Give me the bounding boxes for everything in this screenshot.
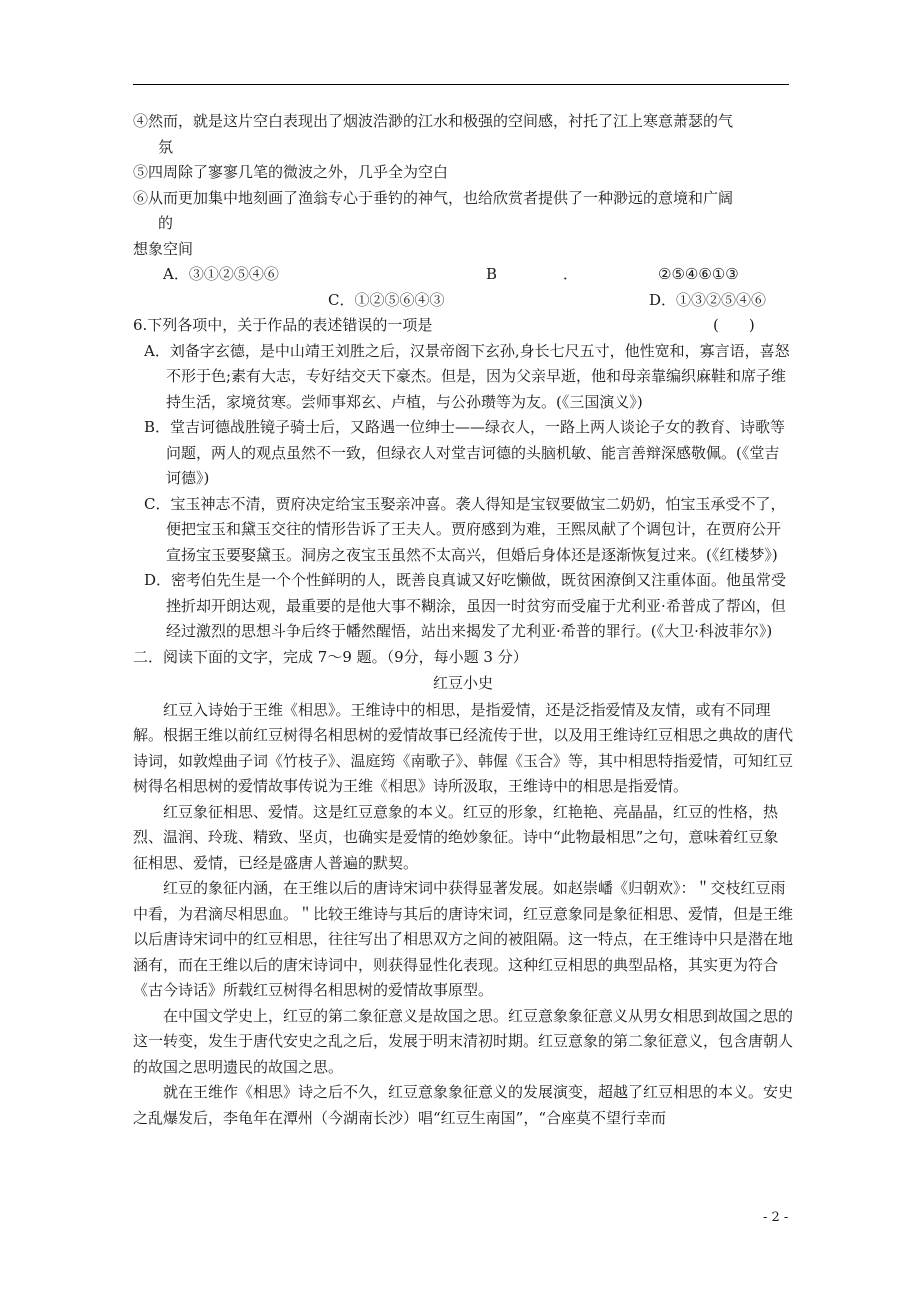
q5-option-c: C．①②⑤⑥④③: [328, 290, 445, 309]
passage-paragraph: 红豆象征相思、爱情。这是红豆意象的本义。红豆的形象，红艳艳、亮晶晶，红豆的性格，热烈、温润、玲珑、精致、坚贞，也确实是爱情的绝妙象征。诗中“此物最相思”之句，意味着红豆象征相思、爱情，已经是盛唐人普遍的默契。: [133, 802, 779, 872]
q5-option-d: D．①③②⑤④⑥: [649, 290, 767, 309]
passage-paragraph: 就在王维作《相思》诗之后不久，红豆意象象征意义的发展演变，超越了红豆相思的本义。安史之乱爆发后，李龟年在潭州（今湖南长沙）唱“红豆生南国”，“合座莫不望行幸而: [133, 1083, 794, 1127]
ordering-item-4: [133, 109, 793, 160]
q6-choice-c: C．宝玉神志不清，贾府决定给宝玉娶亲冲喜。袭人得知是宝钗要做宝二奶奶，怕宝玉承受不了，便把宝玉和黛玉交往的情形告诉了王夫人。贾府感到为难，王熙凤献了个调包计，在贾府公开宣扬宝玉要娶黛玉。洞房之夜宝玉虽然不太高兴，但婚后身体还是逐渐恢复过来。(《红楼梦》): [144, 494, 786, 564]
section-2-heading: 二．阅读下面的文字，完成 7～9 题。（9分，每小题 3 分）: [133, 647, 528, 666]
ordering-item-6-line1: ⑥从而更加集中地刻画了渔翁专心于垂钓的神气，也给欣赏者提供了一种渺远的意境和广阔: [133, 188, 734, 207]
q6-answer-paren: ( ): [713, 316, 755, 334]
q5-option-b-label: B: [486, 265, 498, 283]
page-number: - 2 -: [763, 1210, 789, 1225]
q5-option-b-value: ②⑤④⑥①③: [658, 265, 739, 283]
q6-stem-text: 6.下列各项中，关于作品的表述错误的一项是: [133, 316, 433, 334]
q5-options-row1: [133, 262, 793, 288]
q6-stem: [133, 313, 793, 339]
q6-choice-a: A．刘备字玄德，是中山靖王刘胜之后，汉景帝阁下玄孙,身长七尺五寸，他性宽和，寡言语，喜怒不形于色;素有大志，专好结交天下豪杰。但是，因为父亲早逝，他和母亲靠编织麻鞋和席子维持生活，家境贫寒。尝师事郑玄、卢植，与公孙瓒等为友。(《三国演义》): [144, 341, 790, 411]
passage-paragraph: 在中国文学史上，红豆的第二象征意义是故国之思。红豆意象象征意义从男女相思到故国之思的这一转变，发生于唐代安史之乱之后，发展于明末清初时期。红豆意象的第二象征意义，包含唐朝人的故国之思明遗民的故国之思。: [133, 1006, 794, 1076]
passage-title: 红豆小史: [432, 674, 493, 692]
passage-paragraph: 红豆的象征内涵，在王维以后的唐诗宋词中获得显著发展。如赵崇嶓《归朝欢》：＂交枝红豆雨中看，为君滴尽相思血。＂比较王维诗与其后的唐诗宋词，红豆意象同是象征相思、爱情，但是王维以后唐诗宋词中的红豆相思，往往写出了相思双方之间的被阻隔。这一特点，在王维诗中只是潜在地涵有，而在王维以后的唐宋诗词中，则获得显性化表现。这种红豆相思的典型品格，其实更为符合《古今诗话》所载红豆树得名相思树的爱情故事原型。: [133, 879, 794, 999]
ordering-item-6-line2: 的: [158, 214, 174, 232]
ordering-item-4-line2: 氛: [158, 137, 174, 156]
page-body: [133, 109, 793, 1131]
q6-choice-d: D．密考伯先生是一个个性鲜明的人，既善良真诚又好吃懒做，既贫困潦倒又注重体面。他虽常受挫折却开朗达观，最重要的是他大事不糊涂，虽因一时贫穷而受雇于尤利亚·希普成了帮凶，但经过激烈的思想斗争后终于幡然醒悟，站出来揭发了尤利亚·希普的罪行。(《大卫·科波菲尔》): [144, 571, 787, 640]
ordering-item-5: ⑤四周除了寥寥几笔的微波之外，几乎全为空白: [133, 163, 449, 181]
ordering-item-4-line1: ④然而，就是这片空白表现出了烟波浩渺的江水和极强的空间感，衬托了江上寒意萧瑟的气: [133, 112, 734, 130]
q5-options-row2: [133, 288, 793, 314]
q6-choice-b: B．堂吉诃德战胜镜子骑士后，又路遇一位绅士——绿衣人，一路上两人谈论子女的教育、诗歌等问题，两人的观点虽然不一致，但绿衣人对堂吉诃德的头脑机敏、能言善辩深感敬佩。(《堂吉诃德》): [144, 418, 786, 487]
q5-option-b-dot: ．: [563, 265, 579, 283]
ordering-item-6: [133, 186, 793, 237]
q5-option-a: A．③①②⑤④⑥: [163, 265, 279, 283]
ordering-item-6-tail: 想象空间: [133, 239, 194, 258]
header-rule: [133, 84, 789, 85]
passage-paragraph: 红豆入诗始于王维《相思》。王维诗中的相思，是指爱情，还是泛指爱情及友情，或有不同理解。根据王维以前红豆树得名相思树的爱情故事已经流传于世，以及用王维诗红豆相思之典故的唐代诗词，如敦煌曲子词《竹枝子》、温庭筠《南歌子》、韩偓《玉合》等，其中相思特指爱情，可知红豆树得名相思树的爱情故事传说为王维《相思》诗所汲取，王维诗中的相思是指爱情。: [133, 700, 794, 795]
